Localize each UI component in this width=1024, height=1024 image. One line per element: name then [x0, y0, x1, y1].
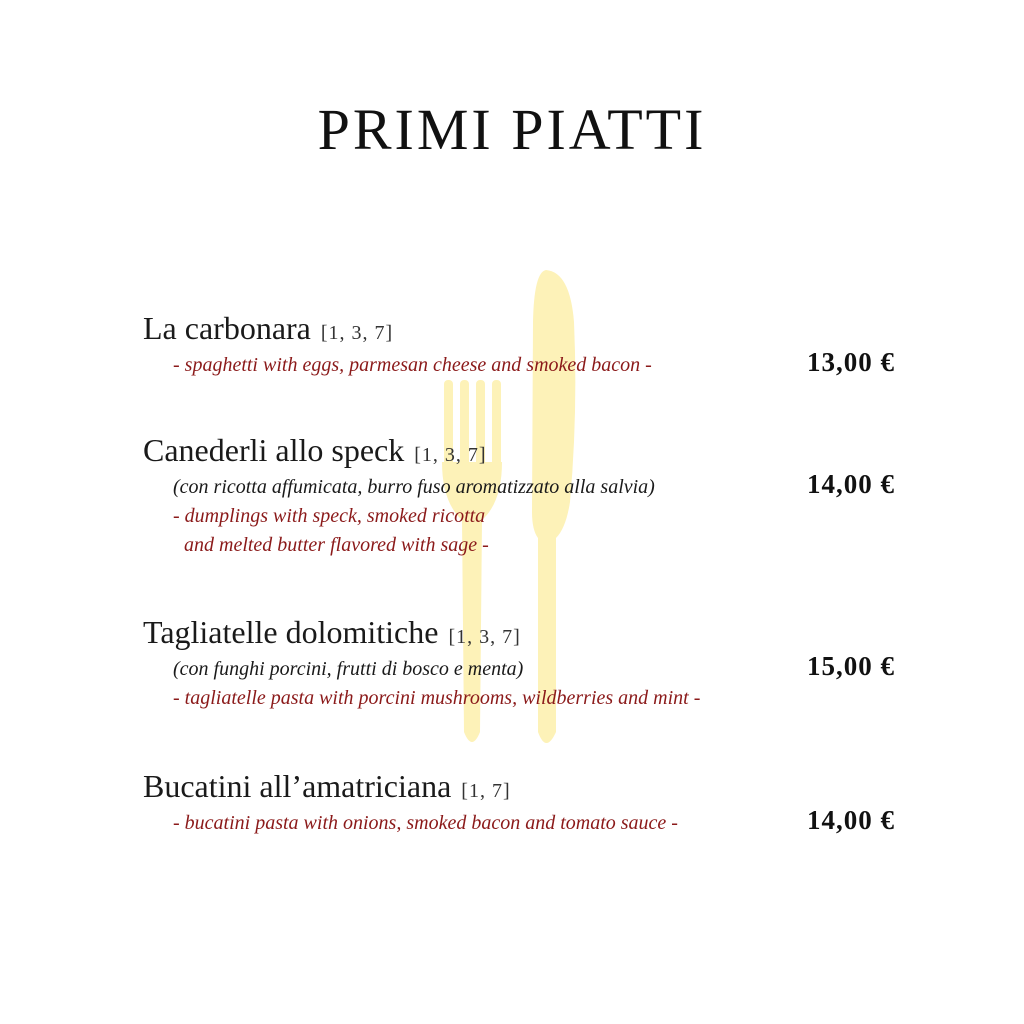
dish-header	[143, 310, 903, 347]
italian-description: (con funghi porcini, frutti di bosco e menta)	[173, 658, 524, 680]
dish-name: Bucatini all’amatriciana	[143, 768, 452, 804]
price: 14,00 €	[807, 469, 895, 499]
english-description-continued: and melted butter flavored with sage -	[184, 534, 489, 556]
allergens: [1, 3, 7]	[448, 626, 521, 648]
price: 15,00 €	[807, 651, 895, 681]
dish-header	[143, 614, 903, 651]
dish-name: Tagliatelle dolomitiche	[143, 614, 439, 650]
dish-details	[143, 469, 903, 560]
dish-details	[143, 347, 903, 380]
dish-name: Canederli allo speck	[143, 432, 405, 468]
dish-header	[143, 768, 903, 805]
price: 13,00 €	[807, 347, 895, 377]
menu-item	[143, 614, 903, 713]
italian-description: (con ricotta affumicata, burro fuso aromatizzato alla salvia)	[173, 476, 655, 498]
price: 14,00 €	[807, 805, 895, 835]
dish-details	[143, 651, 903, 713]
allergens: [1, 3, 7]	[320, 322, 394, 344]
allergens: [1, 3, 7]	[414, 444, 487, 466]
english-description: - spaghetti with eggs, parmesan cheese and smoked bacon -	[173, 354, 652, 376]
english-description: - bucatini pasta with onions, smoked bacon and tomato sauce -	[173, 812, 678, 834]
menu-item	[143, 310, 903, 380]
menu-item	[143, 768, 903, 838]
english-description: - tagliatelle pasta with porcini mushrooms, wildberries and mint -	[173, 687, 701, 709]
page-title: PRIMI PIATTI	[317, 97, 707, 162]
dish-details	[143, 805, 903, 838]
allergens: [1, 7]	[461, 780, 511, 802]
english-description: - dumplings with speck, smoked ricotta	[173, 505, 486, 527]
dish-name: La carbonara	[143, 310, 311, 346]
menu-item	[143, 432, 903, 560]
dish-header	[143, 432, 903, 469]
